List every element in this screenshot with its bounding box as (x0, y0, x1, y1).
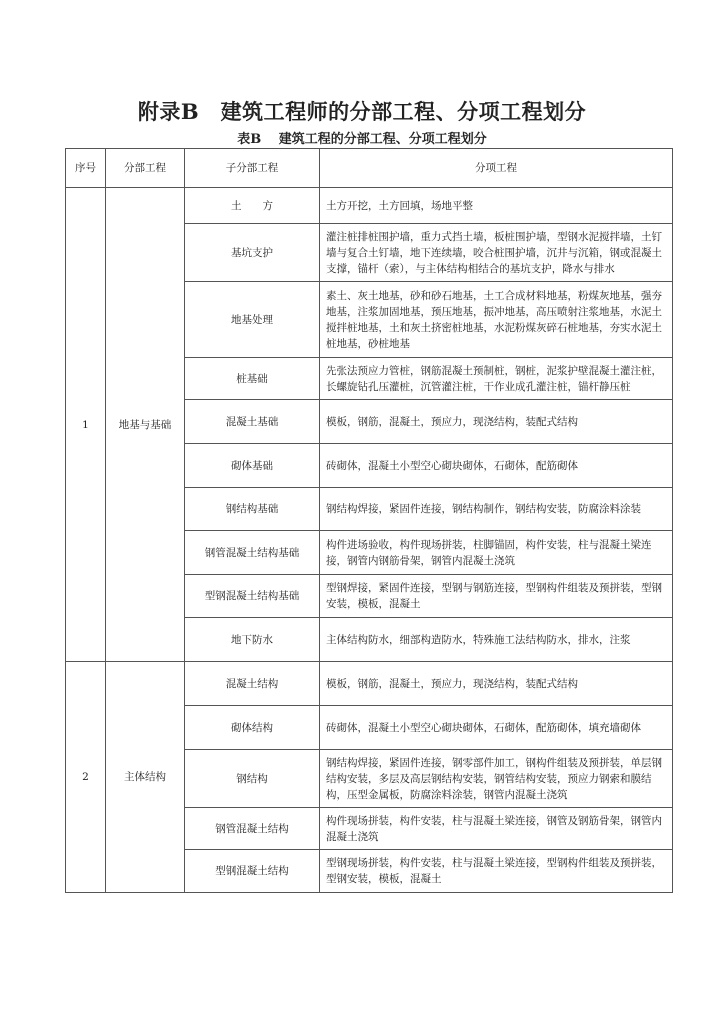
item-list: 砖砌体，混凝土小型空心砌块砌体，石砌体，配筋砌体 (320, 444, 673, 488)
sub-department: 桩基础 (185, 358, 320, 400)
sub-department: 混凝土结构 (185, 662, 320, 706)
department-name: 地基与基础 (106, 188, 185, 662)
sub-department: 钢结构基础 (185, 488, 320, 531)
department-name: 主体结构 (106, 662, 185, 893)
sub-department: 型钢混凝土结构基础 (185, 575, 320, 618)
header-department: 分部工程 (106, 149, 185, 188)
item-list: 钢结构焊接，紧固件连接，钢结构制作，钢结构安装，防腐涂料涂装 (320, 488, 673, 531)
item-list: 型钢现场拼装，构件安装，柱与混凝土梁连接，型钢构件组装及预拼装，型钢安装，模板，混凝土 (320, 850, 673, 893)
item-list: 土方开挖，土方回填，场地平整 (320, 188, 673, 224)
table-row (66, 662, 673, 706)
item-list: 砖砌体，混凝土小型空心砌块砌体，石砌体，配筋砌体，填充墙砌体 (320, 706, 673, 750)
sub-department: 砌体基础 (185, 444, 320, 488)
sub-department: 混凝土基础 (185, 400, 320, 444)
item-list: 主体结构防水，细部构造防水，特殊施工法结构防水，排水，注浆 (320, 618, 673, 662)
item-list: 模板，钢筋，混凝土，预应力，现浇结构，装配式结构 (320, 662, 673, 706)
sub-department: 地基处理 (185, 282, 320, 358)
sub-department: 地下防水 (185, 618, 320, 662)
header-row (66, 149, 673, 188)
sub-department: 基坑支护 (185, 224, 320, 282)
item-list: 型钢焊接，紧固件连接，型钢与钢筋连接，型钢构件组装及预拼装，型钢安装，模板，混凝土 (320, 575, 673, 618)
header-no: 序号 (66, 149, 106, 188)
table-row (66, 188, 673, 224)
header-items: 分项工程 (320, 149, 673, 188)
division-table (65, 148, 673, 893)
item-list: 构件进场验收，构件现场拼装，柱脚锚固，构件安装，柱与混凝土梁连接，钢管内钢筋骨架，钢管内混凝土浇筑 (320, 531, 673, 575)
sub-department: 钢管混凝土结构 (185, 808, 320, 850)
group-number: 1 (66, 188, 106, 662)
item-list: 灌注桩排桩围护墙，重力式挡土墙，板桩围护墙，型钢水泥搅拌墙，土钉墙与复合土钉墙，地下连续墙，咬合桩围护墙，沉井与沉箱，钢或混凝土支撑，锚杆（索），与主体结构相结合的基坑支护，降水与排水 (320, 224, 673, 282)
item-list: 素土、灰土地基，砂和砂石地基，土工合成材料地基，粉煤灰地基，强夯地基，注浆加固地基，预压地基，振冲地基，高压喷射注浆地基，水泥土搅拌桩地基，土和灰土挤密桩地基，水泥粉煤灰碎石桩地基，夯实水泥土桩地基，砂桩地基 (320, 282, 673, 358)
sub-department: 钢结构 (185, 750, 320, 808)
group-number: 2 (66, 662, 106, 893)
sub-department: 钢管混凝土结构基础 (185, 531, 320, 575)
item-list: 构件现场拼装，构件安装，柱与混凝土梁连接，钢管及钢筋骨架，钢管内混凝土浇筑 (320, 808, 673, 850)
sub-department: 土 方 (185, 188, 320, 224)
item-list: 先张法预应力管桩，钢筋混凝土预制桩，钢桩，泥浆护壁混凝土灌注桩，长螺旋钻孔压灌桩，沉管灌注桩，干作业成孔灌注桩，锚杆静压桩 (320, 358, 673, 400)
item-list: 模板，钢筋，混凝土，预应力，现浇结构，装配式结构 (320, 400, 673, 444)
item-list: 钢结构焊接，紧固件连接，钢零部件加工，钢构件组装及预拼装，单层钢结构安装，多层及高层钢结构安装，钢管结构安装，预应力钢索和膜结构，压型金属板，防腐涂料涂装，钢管内混凝土浇筑 (320, 750, 673, 808)
sub-department: 砌体结构 (185, 706, 320, 750)
table-caption: 表B 建筑工程的分部工程、分项工程划分 (237, 132, 487, 147)
sub-department: 型钢混凝土结构 (185, 850, 320, 893)
header-sub-department: 子分部工程 (185, 149, 320, 188)
page-title: 附录B 建筑工程师的分部工程、分项工程划分 (137, 99, 587, 124)
